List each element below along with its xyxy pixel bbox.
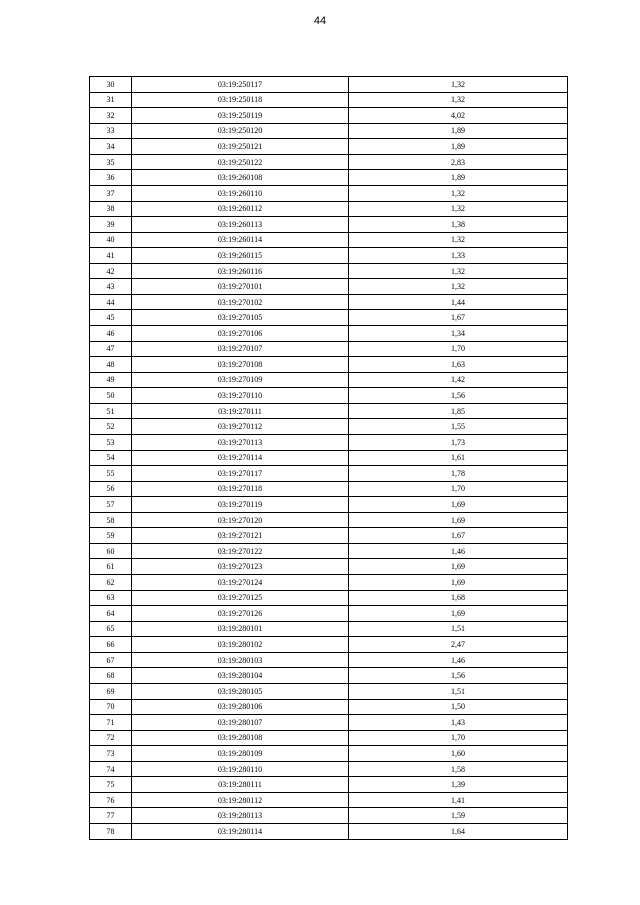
table-row [90, 512, 568, 528]
value-cell: 1,60 [349, 746, 568, 762]
code-cell: 03:19:280109 [132, 746, 349, 762]
row-number-cell: 55 [90, 466, 132, 482]
code-cell: 03:19:250117 [132, 77, 349, 93]
code-cell: 03:19:270111 [132, 403, 349, 419]
code-cell: 03:19:270124 [132, 575, 349, 591]
code-cell: 03:19:270123 [132, 559, 349, 575]
row-number-cell: 62 [90, 575, 132, 591]
value-cell: 1,32 [349, 92, 568, 108]
value-cell: 1,56 [349, 388, 568, 404]
table-row [90, 248, 568, 264]
value-cell: 1,33 [349, 248, 568, 264]
row-number-cell: 45 [90, 310, 132, 326]
row-number-cell: 48 [90, 357, 132, 373]
table-row [90, 139, 568, 155]
table-row [90, 559, 568, 575]
code-cell: 03:19:270119 [132, 497, 349, 513]
value-cell: 2,47 [349, 637, 568, 653]
table-row [90, 263, 568, 279]
table-row [90, 123, 568, 139]
table-row [90, 621, 568, 637]
row-number-cell: 43 [90, 279, 132, 295]
value-cell: 1,70 [349, 730, 568, 746]
row-number-cell: 57 [90, 497, 132, 513]
row-number-cell: 63 [90, 590, 132, 606]
table-row [90, 715, 568, 731]
value-cell: 1,51 [349, 683, 568, 699]
code-cell: 03:19:280105 [132, 683, 349, 699]
table-row [90, 497, 568, 513]
code-cell: 03:19:280106 [132, 699, 349, 715]
value-cell: 1,50 [349, 699, 568, 715]
row-number-cell: 73 [90, 746, 132, 762]
code-cell: 03:19:280114 [132, 824, 349, 840]
code-cell: 03:19:270101 [132, 279, 349, 295]
code-cell: 03:19:270112 [132, 419, 349, 435]
value-cell: 1,89 [349, 170, 568, 186]
row-number-cell: 30 [90, 77, 132, 93]
value-cell: 4,02 [349, 108, 568, 124]
value-cell: 1,63 [349, 357, 568, 373]
row-number-cell: 67 [90, 652, 132, 668]
row-number-cell: 34 [90, 139, 132, 155]
code-cell: 03:19:250119 [132, 108, 349, 124]
row-number-cell: 32 [90, 108, 132, 124]
code-cell: 03:19:250120 [132, 123, 349, 139]
table-row [90, 668, 568, 684]
table-row [90, 761, 568, 777]
value-cell: 2,83 [349, 154, 568, 170]
value-cell: 1,61 [349, 450, 568, 466]
table-row [90, 108, 568, 124]
row-number-cell: 61 [90, 559, 132, 575]
row-number-cell: 50 [90, 388, 132, 404]
table-row [90, 699, 568, 715]
row-number-cell: 31 [90, 92, 132, 108]
code-cell: 03:19:270120 [132, 512, 349, 528]
value-cell: 1,56 [349, 668, 568, 684]
data-table [89, 76, 568, 840]
row-number-cell: 64 [90, 606, 132, 622]
value-cell: 1,89 [349, 123, 568, 139]
row-number-cell: 56 [90, 481, 132, 497]
table-row [90, 201, 568, 217]
code-cell: 03:19:270125 [132, 590, 349, 606]
row-number-cell: 71 [90, 715, 132, 731]
table-row [90, 590, 568, 606]
code-cell: 03:19:260110 [132, 185, 349, 201]
row-number-cell: 77 [90, 808, 132, 824]
row-number-cell: 42 [90, 263, 132, 279]
code-cell: 03:19:280111 [132, 777, 349, 793]
table-row [90, 606, 568, 622]
table-row [90, 170, 568, 186]
row-number-cell: 70 [90, 699, 132, 715]
row-number-cell: 51 [90, 403, 132, 419]
code-cell: 03:19:260114 [132, 232, 349, 248]
value-cell: 1,78 [349, 466, 568, 482]
code-cell: 03:19:280113 [132, 808, 349, 824]
table-row [90, 746, 568, 762]
row-number-cell: 78 [90, 824, 132, 840]
table-row [90, 808, 568, 824]
value-cell: 1,69 [349, 606, 568, 622]
row-number-cell: 52 [90, 419, 132, 435]
code-cell: 03:19:280102 [132, 637, 349, 653]
table-body [90, 77, 568, 840]
row-number-cell: 39 [90, 217, 132, 233]
value-cell: 1,70 [349, 341, 568, 357]
code-cell: 03:19:280107 [132, 715, 349, 731]
row-number-cell: 47 [90, 341, 132, 357]
row-number-cell: 69 [90, 683, 132, 699]
table-row [90, 543, 568, 559]
value-cell: 1,55 [349, 419, 568, 435]
value-cell: 1,38 [349, 217, 568, 233]
code-cell: 03:19:260116 [132, 263, 349, 279]
code-cell: 03:19:270107 [132, 341, 349, 357]
value-cell: 1,67 [349, 528, 568, 544]
value-cell: 1,32 [349, 232, 568, 248]
code-cell: 03:19:260115 [132, 248, 349, 264]
table-row [90, 357, 568, 373]
table-row [90, 279, 568, 295]
value-cell: 1,41 [349, 792, 568, 808]
row-number-cell: 53 [90, 434, 132, 450]
code-cell: 03:19:270117 [132, 466, 349, 482]
code-cell: 03:19:280103 [132, 652, 349, 668]
table-row [90, 341, 568, 357]
table-row [90, 575, 568, 591]
value-cell: 1,67 [349, 310, 568, 326]
row-number-cell: 72 [90, 730, 132, 746]
code-cell: 03:19:270114 [132, 450, 349, 466]
table-row [90, 294, 568, 310]
table-row [90, 434, 568, 450]
page-number: 44 [313, 15, 327, 27]
code-cell: 03:19:270126 [132, 606, 349, 622]
table-row [90, 652, 568, 668]
row-number-cell: 33 [90, 123, 132, 139]
table-row [90, 683, 568, 699]
row-number-cell: 35 [90, 154, 132, 170]
row-number-cell: 41 [90, 248, 132, 264]
table-row [90, 450, 568, 466]
value-cell: 1,44 [349, 294, 568, 310]
value-cell: 1,85 [349, 403, 568, 419]
table-row [90, 730, 568, 746]
table-row [90, 185, 568, 201]
value-cell: 1,34 [349, 326, 568, 342]
row-number-cell: 59 [90, 528, 132, 544]
row-number-cell: 58 [90, 512, 132, 528]
value-cell: 1,69 [349, 559, 568, 575]
table-row [90, 232, 568, 248]
row-number-cell: 36 [90, 170, 132, 186]
row-number-cell: 75 [90, 777, 132, 793]
row-number-cell: 65 [90, 621, 132, 637]
code-cell: 03:19:250122 [132, 154, 349, 170]
table-row [90, 792, 568, 808]
value-cell: 1,69 [349, 575, 568, 591]
value-cell: 1,58 [349, 761, 568, 777]
row-number-cell: 46 [90, 326, 132, 342]
table-row [90, 777, 568, 793]
code-cell: 03:19:250118 [132, 92, 349, 108]
table-row [90, 481, 568, 497]
value-cell: 1,46 [349, 543, 568, 559]
value-cell: 1,32 [349, 201, 568, 217]
code-cell: 03:19:270105 [132, 310, 349, 326]
code-cell: 03:19:260108 [132, 170, 349, 186]
row-number-cell: 66 [90, 637, 132, 653]
value-cell: 1,59 [349, 808, 568, 824]
row-number-cell: 44 [90, 294, 132, 310]
table-row [90, 403, 568, 419]
code-cell: 03:19:270108 [132, 357, 349, 373]
value-cell: 1,32 [349, 263, 568, 279]
value-cell: 1,64 [349, 824, 568, 840]
value-cell: 1,89 [349, 139, 568, 155]
code-cell: 03:19:270118 [132, 481, 349, 497]
code-cell: 03:19:270109 [132, 372, 349, 388]
value-cell: 1,46 [349, 652, 568, 668]
table-row [90, 77, 568, 93]
row-number-cell: 60 [90, 543, 132, 559]
row-number-cell: 40 [90, 232, 132, 248]
value-cell: 1,32 [349, 185, 568, 201]
code-cell: 03:19:270121 [132, 528, 349, 544]
row-number-cell: 76 [90, 792, 132, 808]
table-row [90, 388, 568, 404]
row-number-cell: 68 [90, 668, 132, 684]
value-cell: 1,69 [349, 497, 568, 513]
value-cell: 1,70 [349, 481, 568, 497]
code-cell: 03:19:270110 [132, 388, 349, 404]
value-cell: 1,42 [349, 372, 568, 388]
value-cell: 1,39 [349, 777, 568, 793]
table-row [90, 154, 568, 170]
table-row [90, 528, 568, 544]
code-cell: 03:19:280110 [132, 761, 349, 777]
table-row [90, 466, 568, 482]
table-row [90, 310, 568, 326]
table-row [90, 824, 568, 840]
value-cell: 1,43 [349, 715, 568, 731]
table-row [90, 419, 568, 435]
code-cell: 03:19:250121 [132, 139, 349, 155]
code-cell: 03:19:270102 [132, 294, 349, 310]
row-number-cell: 49 [90, 372, 132, 388]
table-row [90, 326, 568, 342]
table-row [90, 372, 568, 388]
code-cell: 03:19:280104 [132, 668, 349, 684]
value-cell: 1,32 [349, 77, 568, 93]
table-row [90, 92, 568, 108]
table-row [90, 217, 568, 233]
code-cell: 03:19:270106 [132, 326, 349, 342]
code-cell: 03:19:270113 [132, 434, 349, 450]
value-cell: 1,73 [349, 434, 568, 450]
code-cell: 03:19:280108 [132, 730, 349, 746]
value-cell: 1,69 [349, 512, 568, 528]
row-number-cell: 54 [90, 450, 132, 466]
code-cell: 03:19:260113 [132, 217, 349, 233]
row-number-cell: 74 [90, 761, 132, 777]
row-number-cell: 37 [90, 185, 132, 201]
code-cell: 03:19:280112 [132, 792, 349, 808]
table-row [90, 637, 568, 653]
code-cell: 03:19:270122 [132, 543, 349, 559]
code-cell: 03:19:260112 [132, 201, 349, 217]
value-cell: 1,32 [349, 279, 568, 295]
value-cell: 1,68 [349, 590, 568, 606]
value-cell: 1,51 [349, 621, 568, 637]
row-number-cell: 38 [90, 201, 132, 217]
code-cell: 03:19:280101 [132, 621, 349, 637]
